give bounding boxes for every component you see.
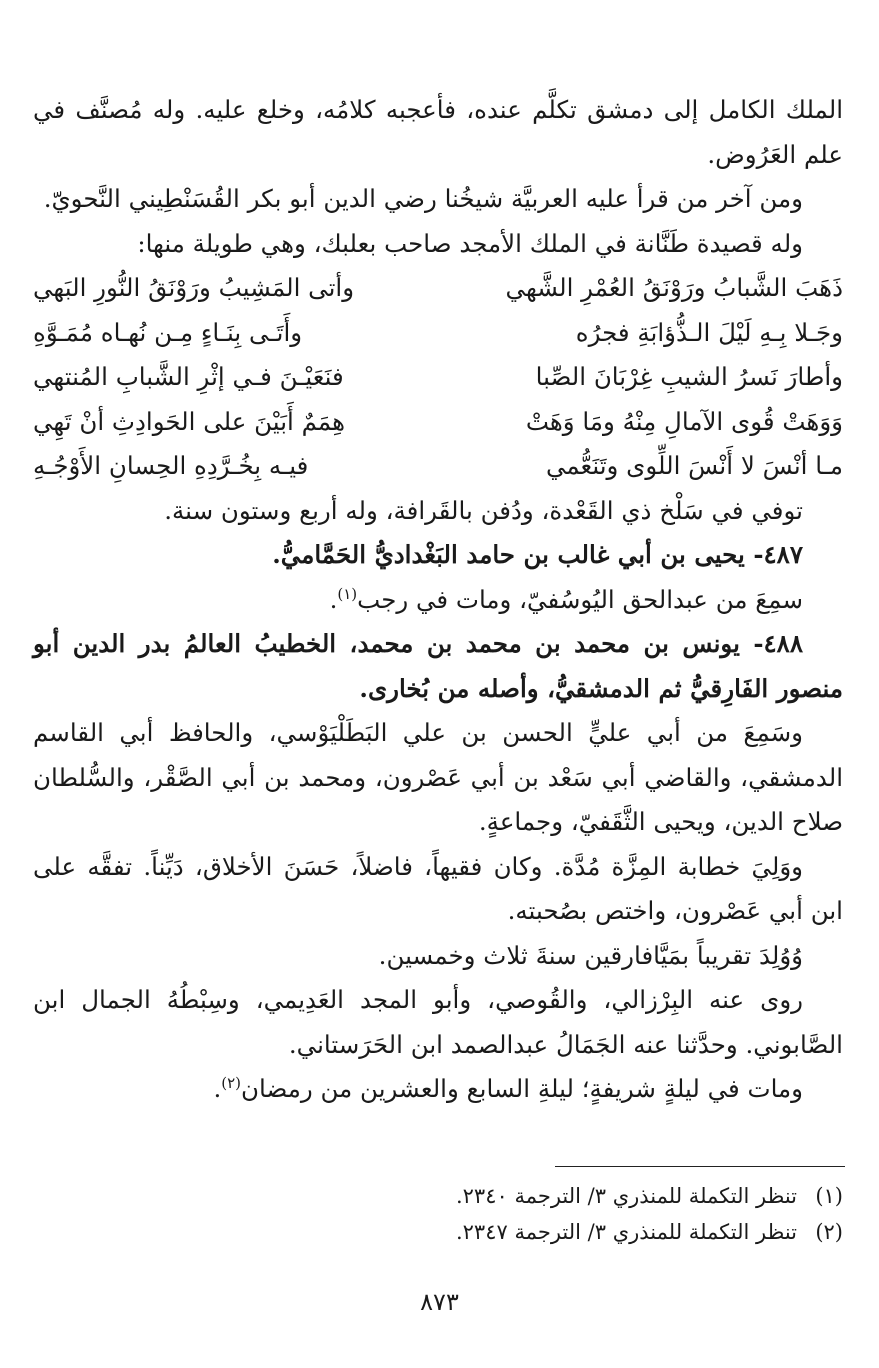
verse-line	[33, 311, 843, 356]
paragraph-office: ووَلِيَ خطابة المِزَّة مُدَّة. وكان فقيهاً، فاضلاً، حَسَنَ الأخلاق، دَيِّناً. تفقَّه على ابن أبي عَصْرون، واختص بصُحبته.	[33, 851, 843, 925]
footnote-reference: (٢)	[221, 1073, 242, 1092]
verse-second-hemistich: وأَتَـى بِنَـاءٍ مِـن نُهـاه مُمَـوَّهِ	[33, 317, 303, 347]
entry-487-text: سمِعَ من عبدالحق اليُوسُفيّ، ومات في رجب$^{(١)}$.	[329, 584, 803, 614]
entry-488-heading: ٤٨٨- يونس بن محمد بن محمد بن محمد، الخطيبُ العالمُ بدر الدين أبو منصور الفَارِقيُّ ثم الدمشقيُّ، وأصله من بُخارى.	[33, 629, 843, 703]
verse-first-hemistich: وَوَهَتْ قُوى الآمالِ مِنْهُ ومَا وَهَتْ	[525, 406, 843, 436]
verse-line	[33, 400, 843, 445]
paragraph-death-488: ومات في ليلةٍ شريفةٍ؛ ليلةِ السابع والعشرين من رمضان$^{(٢)}$.	[213, 1073, 803, 1103]
footnote-text: تنظر التكملة للمنذري ٣/ الترجمة ٢٣٤٠.	[455, 1184, 797, 1208]
verse-line	[33, 266, 843, 311]
verse-first-hemistich: وأطارَ نَسرُ الشيبِ غِرْبَانَ الصِّبا	[535, 362, 843, 391]
footnotes	[33, 1178, 843, 1250]
verse-first-hemistich: مـا أنْسَ لا أَنْسَ اللِّوى وتَنَعُّمي	[545, 451, 843, 480]
verse-second-hemistich: فيـه بِخُـرَّدِهِ الحِسانِ الأَوْجُـهِ	[33, 451, 309, 480]
footnote-1	[33, 1178, 843, 1214]
entry-487-body: سمِعَ من عبدالحق اليُوسُفيّ، ومات في رجب	[357, 584, 803, 614]
paragraph-teachers: وسَمِعَ من أبي عليٍّ الحسن بن علي البَطَلْيَوْسي، والحافظ أبي القاسم الدمشقي، والقاضي أبي سَعْد بن أبي عَصْرون، ومحمد بن أبي الصَّقْر، والسُّلطان صلاح الدين، ويحيى الثَّقَفيّ، وجماعةٍ.	[33, 718, 843, 836]
verse-second-hemistich: هِمَمٌ أَبَيْنَ على الحَوادِثِ أنْ تَهِي	[33, 406, 346, 436]
paragraph-poem-intro: وله قصيدة طَنَّانة في الملك الأمجد صاحب بعلبك، وهي طويلة منها:	[137, 228, 803, 258]
paragraph-birth: وُوُلِدَ تقريباً بمَيَّافارقين سنةَ ثلاث وخمسين.	[378, 940, 803, 970]
verse-second-hemistich: فنَعَيْـنَ فـي إثْرِ الشَّبابِ المُنتهي	[33, 362, 344, 391]
footnote-2	[33, 1214, 843, 1250]
entry-487-heading: ٤٨٧- يحيى بن أبي غالب بن حامد البَغْداديُّ الحَمَّاميُّ.	[272, 540, 803, 569]
footnote-number: (١)	[815, 1184, 843, 1208]
page-number: ٨٧٣	[420, 1288, 459, 1316]
verse-first-hemistich: ذَهَبَ الشَّبابُ ورَوْنَقُ العُمْرِ الشَّهي	[505, 273, 843, 302]
paragraph-death: توفي في سَلْخ ذي القَعْدة، ودُفن بالقَرافة، وله أربع وستون سنة.	[164, 495, 803, 525]
footnote-divider	[555, 1166, 845, 1167]
verse-line	[33, 444, 843, 489]
footnote-text: تنظر التكملة للمنذري ٣/ الترجمة ٢٣٤٧.	[455, 1220, 797, 1244]
verse-first-hemistich: وجَـلا بِـهِ لَيْلَ الـذُّؤابَةِ فجرُه	[575, 317, 843, 347]
paragraph-students: ومن آخر من قرأ عليه العربيَّة شيخُنا رضي الدين أبو بكر القُسَنْطِيني النَّحويّ.	[43, 184, 803, 213]
verse-second-hemistich: وأتى المَشِيبُ ورَوْنَقُ النُّورِ البَهي	[33, 273, 355, 302]
footnote-reference: (١)	[337, 584, 358, 603]
footnote-number: (٢)	[815, 1220, 843, 1244]
paragraph-narrators: روى عنه البِرْزالي، والقُوصي، وأبو المجد العَدِيمي، وسِبْطُهُ الجمال ابن الصَّابوني. وحدَّثنا عنه الجَمَالُ عبدالصمد ابن الحَرَستاني.	[33, 985, 843, 1059]
poem	[33, 266, 843, 489]
main-text	[33, 88, 843, 1112]
paragraph-continuation: الملك الكامل إلى دمشق تكلَّم عنده، فأعجبه كلامُه، وخلع عليه. وله مُصنَّف في علم العَرُوض.	[33, 95, 843, 169]
verse-line	[33, 355, 843, 400]
death-488-body: ومات في ليلةٍ شريفةٍ؛ ليلةِ السابع والعشرين من رمضان	[241, 1074, 803, 1103]
